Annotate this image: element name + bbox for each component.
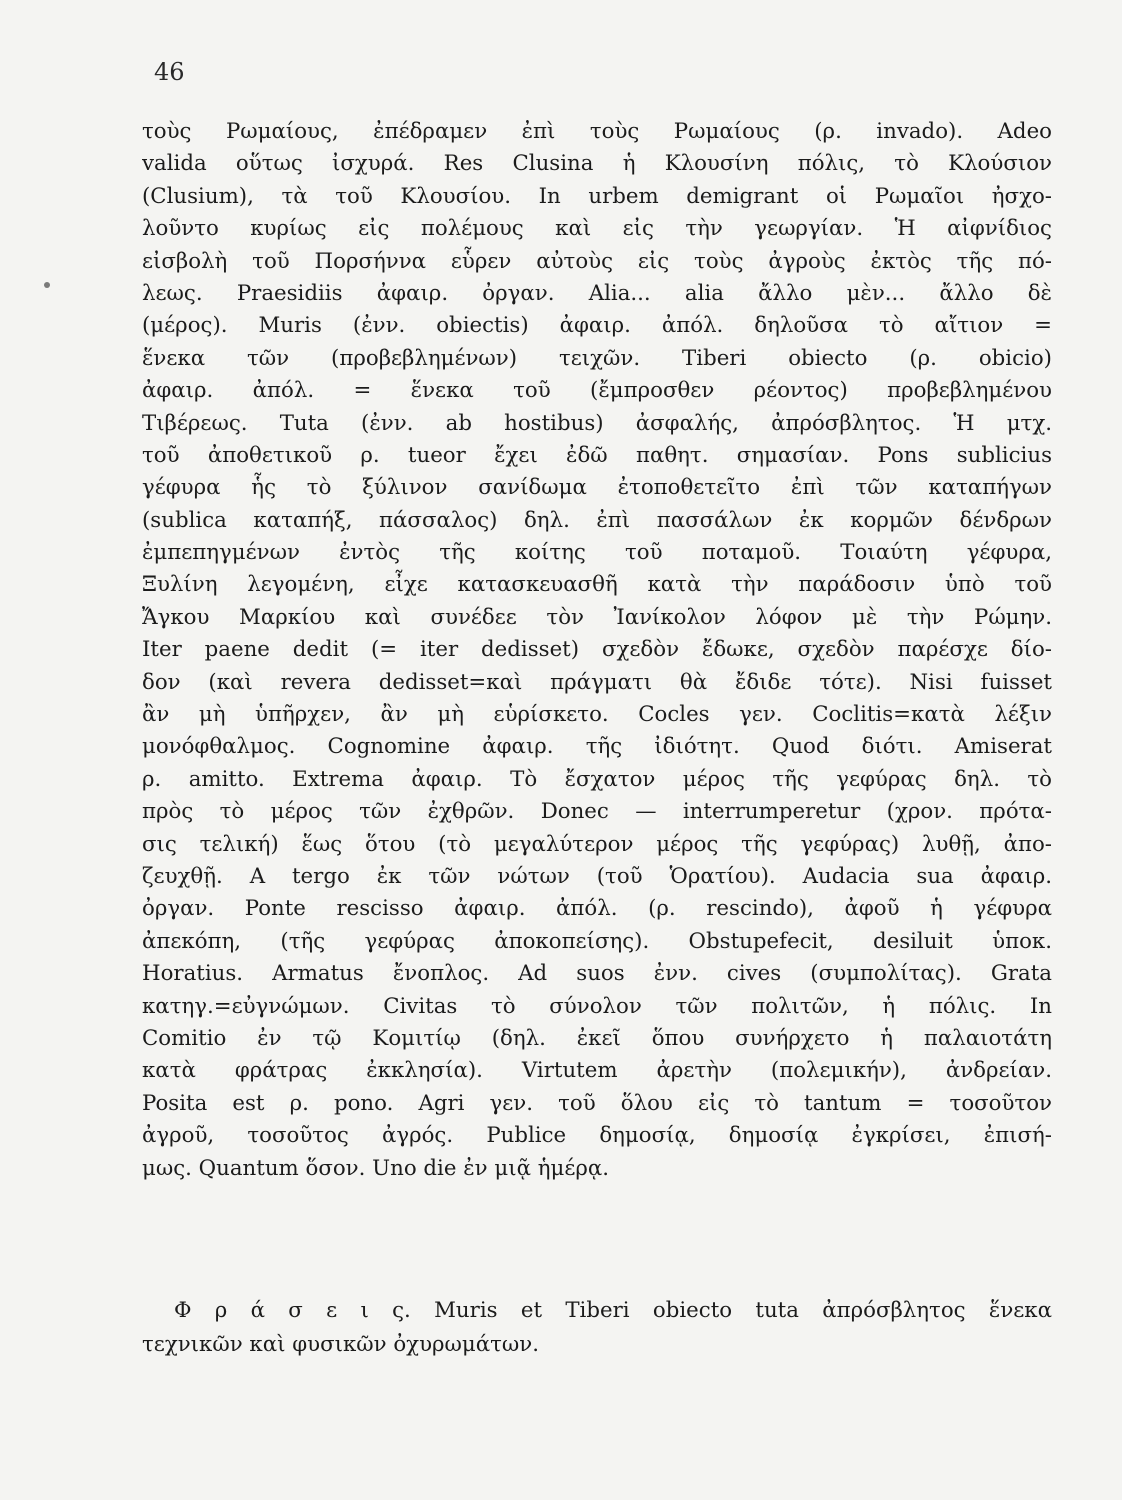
text-line: σις τελική) ἕως ὅτου (τὸ μεγαλύτερον μέρος τῆς γεφύρας) λυθῇ, ἀπο- <box>142 831 1052 857</box>
text-line: Iter paene dedit (= iter dedisset) σχεδὸν ἔδωκε, σχεδὸν παρέσχε δίο- <box>142 637 1052 663</box>
text-line: ἀπεκόπη, (τῆς γεφύρας ἀποκοπείσης). Obstupefecit, desiluit ὑποκ. <box>142 928 1052 954</box>
text-line: ρ. amitto. Extrema ἀφαιρ. Τὸ ἔσχατον μέρος τῆς γεφύρας δηλ. τὸ <box>142 766 1052 792</box>
text-line: λοῦντο κυρίως εἰς πολέμους καὶ εἰς τὴν γεωργίαν. Ἡ αἰφνίδιος <box>142 216 1052 242</box>
text-line: εἰσβολὴ τοῦ Πορσήννα εὗρεν αὐτοὺς εἰς τοὺς ἀγροὺς ἐκτὸς τῆς πό- <box>142 248 1052 274</box>
text-line: ἕνεκα τῶν (προβεβλημένων) τειχῶν. Tiberi obiecto (ρ. obicio) <box>142 345 1052 371</box>
text-line: Ξυλίνη λεγομένη, εἶχε κατασκευασθῆ κατὰ τὴν παράδοσιν ὑπὸ τοῦ <box>142 572 1052 598</box>
text-line: πρὸς τὸ μέρος τῶν ἐχθρῶν. Donec — interrumperetur (χρον. πρότα- <box>142 799 1052 825</box>
text-line: (μέρος). Muris (ἐνν. obiectis) ἀφαιρ. ἀπόλ. δηλοῦσα τὸ αἴτιον = <box>142 313 1052 339</box>
text-line: τοὺς Ρωμαίους, ἐπέδραμεν ἐπὶ τοὺς Ρωμαίους (ρ. invado). Adeo <box>142 119 1052 144</box>
text-line: Comitio ἐν τῷ Κομιτίῳ (δηλ. ἐκεῖ ὅπου συνήρχετο ἡ παλαιοτάτη <box>142 1025 1052 1051</box>
phrases-line: τεχνικῶν καὶ φυσικῶν ὀχυρωμάτων. <box>142 1332 540 1357</box>
text-line: valida οὕτως ἰσχυρά. Res Clusina ἡ Κλουσίνη πόλις, τὸ Κλούσιον <box>142 151 1052 177</box>
text-line: μονόφθαλμος. Cognomine ἀφαιρ. τῆς ἰδιότητ. Quod διότι. Amiserat <box>142 734 1052 760</box>
text-line: (sublica καταπήξ, πάσσαλος) δηλ. ἐπὶ πασσάλων ἐκ κορμῶν δένδρων <box>142 507 1052 533</box>
text-line: μως. Quantum ὅσον. Uno die ἐν μιᾷ ἡμέρᾳ. <box>142 1155 610 1181</box>
text-line: τοῦ ἀποθετικοῦ ρ. tueor ἔχει ἐδῶ παθητ. σημασίαν. Pons sublicius <box>142 442 1052 468</box>
text-line: γέφυρα ἧς τὸ ξύλινον σανίδωμα ἐτοποθετεῖτο ἐπὶ τῶν καταπήγων <box>142 475 1052 501</box>
text-line: λεως. Praesidiis ἀφαιρ. ὀργαν. Alia... alia ἄλλο μὲν... ἄλλο δὲ <box>142 280 1052 306</box>
text-line: ζευχθῇ. A tergo ἐκ τῶν νώτων (τοῦ Ὁρατίου). Audacia sua ἀφαιρ. <box>142 863 1052 889</box>
text-line: Ἄγκου Μαρκίου καὶ συνέδεε τὸν Ἰανίκολον λόφον μὲ τὴν Ρώμην. <box>142 604 1052 630</box>
text-line: κατὰ φράτρας ἐκκλησία). Virtutem ἀρετὴν (πολεμικήν), ἀνδρείαν. <box>142 1058 1052 1084</box>
phrases-section <box>142 1294 1052 1362</box>
text-line: ἐμπεπηγμένων ἐντὸς τῆς κοίτης τοῦ ποταμοῦ. Τοιαύτη γέφυρα, <box>142 540 1052 566</box>
text-line: (Clusium), τὰ τοῦ Κλουσίου. In urbem demigrant οἱ Ρωμαῖοι ἠσχο- <box>142 183 1052 209</box>
text-line: δον (καὶ revera dedisset=καὶ πράγματι θὰ ἔδιδε τότε). Nisi fuisset <box>142 669 1052 695</box>
text-line: ἂν μὴ ὑπῆρχεν, ἂν μὴ εὑρίσκετο. Cocles γεν. Coclitis=κατὰ λέξιν <box>142 702 1052 728</box>
text-line: Τιβέρεως. Tuta (ἐνν. ab hostibus) ἀσφαλής, ἀπρόσβλητος. Ἡ μτχ. <box>142 410 1052 436</box>
text-line: κατηγ.=εὐγνώμων. Civitas τὸ σύνολον τῶν πολιτῶν, ἡ πόλις. In <box>142 993 1052 1019</box>
commentary-text <box>142 116 1052 1185</box>
print-speck <box>44 282 50 288</box>
text-line: ἀγροῦ, τοσοῦτος ἀγρός. Publice δημοσίᾳ, δημοσίᾳ ἐγκρίσει, ἐπισή- <box>142 1123 1052 1149</box>
phrases-line: Φ ρ ά σ ε ι ς. Muris et Tiberi obiecto tuta ἀπρόσβλητος ἕνεκα <box>174 1298 1052 1323</box>
text-line: Posita est ρ. pono. Agri γεν. τοῦ ὅλου εἰς τὸ tantum = τοσοῦτον <box>142 1090 1052 1116</box>
text-line: ὀργαν. Ponte rescisso ἀφαιρ. ἀπόλ. (ρ. rescindo), ἀφοῦ ἡ γέφυρα <box>142 896 1052 922</box>
page-number: 46 <box>154 58 185 86</box>
text-line: Horatius. Armatus ἔνοπλος. Ad suos ἐνν. cives (συμπολίτας). Grata <box>142 961 1052 987</box>
text-line: ἀφαιρ. ἀπόλ. = ἕνεκα τοῦ (ἔμπροσθεν ρέοντος) προβεβλημένου <box>142 378 1052 404</box>
